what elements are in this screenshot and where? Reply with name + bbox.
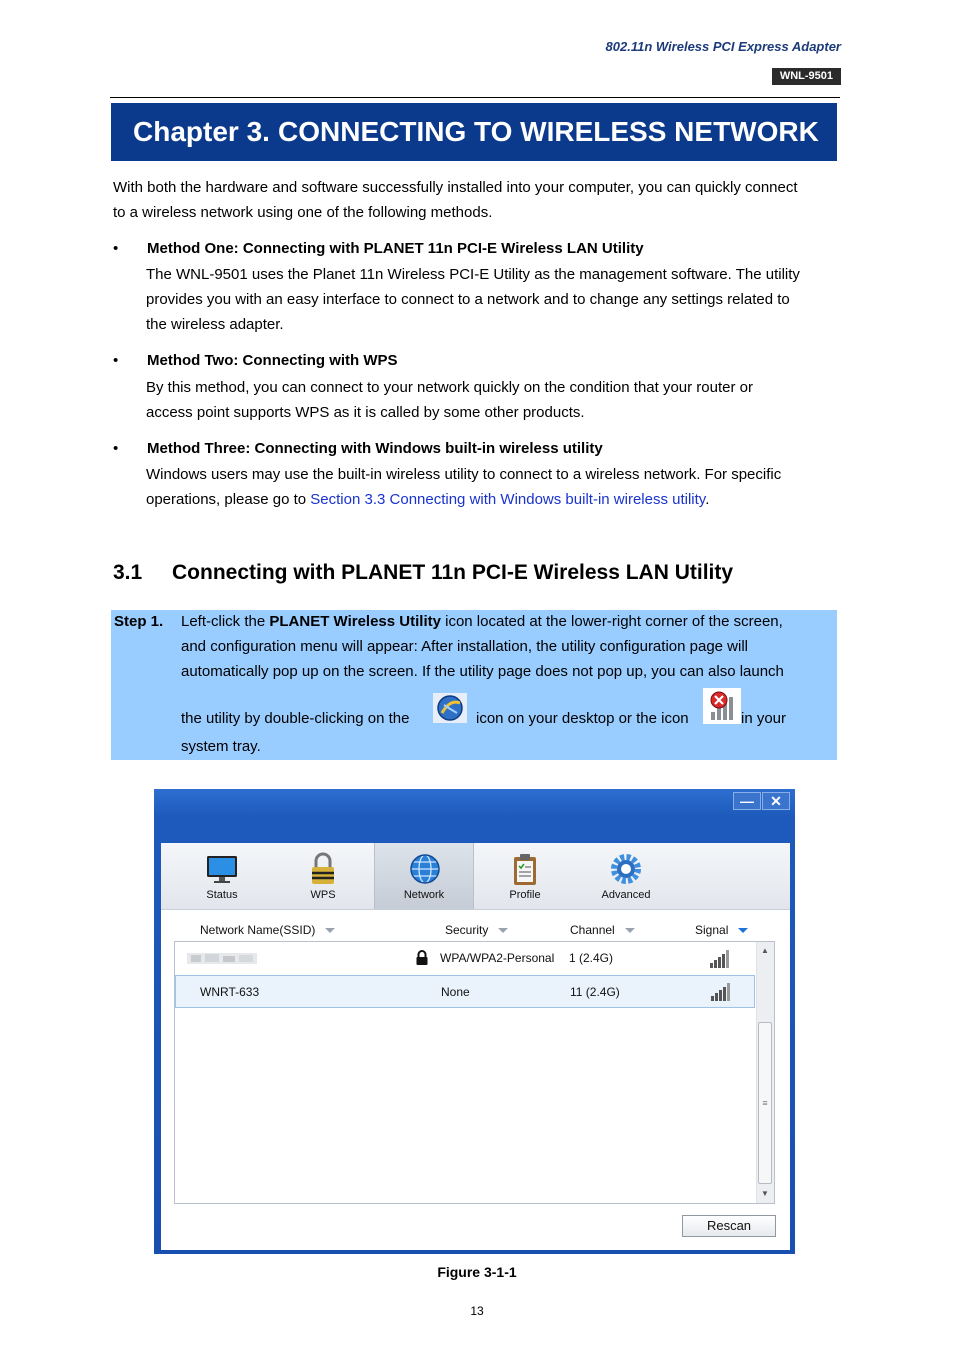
bullet: • (113, 240, 119, 257)
page-number: 13 (470, 1304, 484, 1318)
tab-label: Advanced (601, 889, 651, 901)
method-heading: Method Three: Connecting with Windows built-in wireless utility (147, 440, 603, 457)
tab-label: Status (206, 889, 238, 901)
scroll-up-icon[interactable]: ▲ (761, 946, 769, 955)
tab-label: Profile (509, 889, 541, 901)
body-line: By this method, you can connect to your network quickly on the condition that your router or (146, 379, 753, 396)
body-line: access point supports WPS as it is called by some other products. (146, 404, 585, 421)
step-text: Left-click the (181, 613, 270, 630)
method-heading: Method Two: Connecting with WPS (147, 352, 398, 369)
document-header-title: 802.11n Wireless PCI Express Adapter (605, 39, 841, 54)
body-text: . (705, 491, 710, 508)
section-title: Connecting with PLANET 11n PCI-E Wireless LAN Utility (172, 561, 734, 584)
tab-wps[interactable] (273, 843, 373, 909)
tab-profile[interactable] (475, 843, 575, 909)
step-line: system tray. (181, 738, 261, 755)
monitor-icon (204, 851, 240, 887)
tab-label: Network (403, 889, 445, 901)
body-line: the wireless adapter. (146, 316, 284, 333)
section-link[interactable]: Section 3.3 Connecting with Windows built-in wireless utility (310, 491, 706, 508)
column-header-ssid[interactable] (200, 923, 335, 937)
chapter-number: Chapter 3. (133, 116, 270, 147)
rescan-button[interactable]: Rescan (682, 1215, 776, 1237)
sort-arrow-icon (498, 928, 508, 933)
chapter-title: CONNECTING TO WIRELESS NETWORK (278, 116, 819, 147)
gear-icon (608, 851, 644, 887)
globe-icon (407, 851, 443, 887)
method-body (146, 375, 846, 425)
column-label: Channel (570, 923, 615, 937)
bullet: • (113, 352, 119, 369)
utility-desktop-icon (433, 693, 467, 723)
utility-name: PLANET Wireless Utility (269, 613, 441, 630)
step-line: the utility by double-clicking on the (181, 710, 410, 727)
tab-advanced[interactable] (576, 843, 676, 909)
scroll-grip-icon: ≡ (762, 1098, 768, 1108)
method-body (146, 262, 846, 337)
sort-arrow-icon (325, 928, 335, 933)
method-heading: Method One: Connecting with PLANET 11n PCI-E Wireless LAN Utility (147, 240, 644, 257)
column-label: Security (445, 923, 489, 937)
tab-status[interactable] (172, 843, 272, 909)
sort-arrow-icon (625, 928, 635, 933)
minimize-icon: — (740, 793, 754, 809)
security-cell: None (441, 985, 470, 999)
network-row[interactable] (175, 942, 755, 975)
network-row-selected[interactable] (175, 975, 755, 1008)
clipboard-icon (507, 851, 543, 887)
lock-icon (415, 950, 429, 965)
minimize-button[interactable] (733, 792, 761, 810)
intro-line: With both the hardware and software successfully installed into your computer, you can quickly connect (113, 179, 798, 196)
body-line: Windows users may use the built-in wireless utility to connect to a wireless network. For specific (146, 466, 782, 483)
header-divider (110, 97, 840, 98)
security-cell: WPA/WPA2-Personal (440, 951, 555, 965)
signal-strength-icon (710, 981, 734, 1001)
close-icon: ✕ (770, 793, 782, 809)
step-line: and configuration menu will appear: After installation, the utility configuration page will (181, 638, 748, 655)
body-line: provides you with an easy interface to connect to a network and to change any settings related to (146, 291, 790, 308)
step-line: automatically pop up on the screen. If the utility page does not pop up, you can also launch (181, 663, 784, 680)
column-header-signal[interactable] (695, 923, 748, 937)
column-label: Signal (695, 923, 729, 937)
step-line: icon on your desktop or the icon (476, 710, 689, 727)
figure-caption: Figure 3-1-1 (437, 1264, 517, 1280)
section-number: 3.1 (113, 561, 143, 584)
chapter-banner (111, 103, 837, 161)
channel-cell: 1 (2.4G) (569, 951, 614, 965)
body-line: The WNL-9501 uses the Planet 11n Wireless PCI-E Utility as the management software. The utility (146, 266, 800, 283)
step-line: in your (741, 710, 787, 727)
column-label: Network Name(SSID) (200, 923, 316, 937)
intro-paragraph (113, 175, 843, 225)
model-badge: WNL-9501 (772, 68, 841, 85)
ssid-cell: WNRT-633 (200, 985, 260, 999)
padlock-icon (305, 851, 341, 887)
tray-disconnected-icon (703, 688, 741, 724)
scroll-down-icon[interactable]: ▼ (761, 1189, 769, 1198)
blurred-ssid (187, 950, 257, 967)
signal-strength-icon (709, 948, 733, 968)
step-text: icon located at the lower-right corner of the screen, (440, 613, 783, 630)
step-label: Step 1. (114, 613, 164, 630)
body-text: operations, please go to (146, 491, 311, 508)
tab-label: WPS (310, 889, 336, 901)
column-header-channel[interactable] (570, 923, 635, 937)
intro-line: to a wireless network using one of the following methods. (113, 204, 493, 221)
tab-network[interactable] (374, 843, 474, 909)
sort-arrow-icon (738, 928, 748, 933)
step-line (181, 613, 783, 630)
column-header-security[interactable] (445, 923, 508, 937)
method-body (146, 462, 846, 512)
channel-cell: 11 (2.4G) (570, 985, 620, 999)
bullet: • (113, 440, 119, 457)
close-button[interactable] (762, 792, 790, 810)
body-line (146, 487, 846, 512)
